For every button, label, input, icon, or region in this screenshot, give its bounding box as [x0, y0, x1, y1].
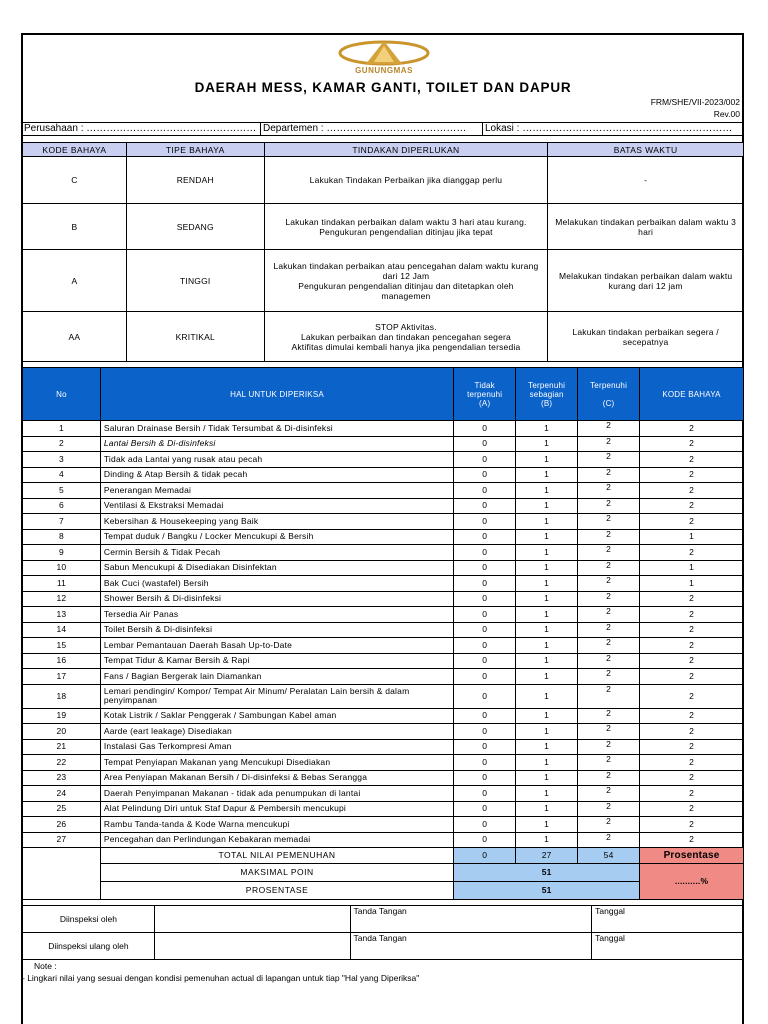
item-text: Lembar Pemantauan Daerah Basah Up-to-Date: [100, 638, 453, 654]
score-b[interactable]: 1: [516, 801, 578, 817]
hazard-deadline-line: Melakukan tindakan perbaikan dalam waktu 3 hari: [555, 216, 737, 237]
header-c-line: Terpenuhi: [590, 380, 628, 390]
hazard-code: C: [23, 157, 127, 204]
hazard-action-line: Lakukan Tindakan Perbaikan jika dianggap perlu: [309, 175, 503, 185]
score-c[interactable]: 2: [578, 786, 640, 802]
score-b[interactable]: 1: [516, 653, 578, 669]
header-tipe-bahaya: TIPE BAHAYA: [126, 143, 264, 157]
checklist-row: [23, 653, 744, 669]
hazard-code: 1: [640, 576, 744, 592]
header-batas-waktu: BATAS WAKTU: [548, 143, 744, 157]
hazard-code: 2: [640, 436, 744, 452]
total-c: 54: [578, 848, 640, 864]
hazard-deadline-line: Lakukan tindakan perbaikan segera / secepatnya: [572, 326, 719, 347]
hazard-type: TINGGI: [126, 250, 264, 312]
checklist-row: [23, 421, 744, 437]
hazard-code: 2: [640, 483, 744, 499]
header-a-line: terpenuhi: [467, 389, 503, 399]
score-c[interactable]: 2: [578, 801, 640, 817]
item-no: 23: [23, 770, 101, 786]
hazard-action-line: Lakukan tindakan perbaikan atau pencegahan dalam waktu kurang dari 12 Jam: [273, 260, 539, 281]
score-b[interactable]: 1: [516, 755, 578, 771]
hazard-code: 2: [640, 832, 744, 848]
notes-title: Note :: [34, 961, 57, 971]
item-no: 26: [23, 817, 101, 833]
item-no: 2: [23, 436, 101, 452]
total-row: [23, 848, 744, 864]
score-a[interactable]: 0: [454, 755, 516, 771]
hazard-deadline-line: -: [644, 175, 648, 185]
score-b[interactable]: 1: [516, 467, 578, 483]
item-no: 4: [23, 467, 101, 483]
item-no: 13: [23, 607, 101, 623]
item-text: Fans / Bagian Bergerak lain Diamankan: [100, 669, 453, 685]
checklist-row: [23, 755, 744, 771]
score-a[interactable]: 0: [454, 653, 516, 669]
score-c[interactable]: 2: [578, 436, 640, 452]
hazard-code: 2: [640, 684, 744, 708]
item-text: Alat Pelindung Diri untuk Staf Dapur & Pembersih mencukupi: [100, 801, 453, 817]
score-c[interactable]: 2: [578, 817, 640, 833]
checklist-row: [23, 708, 744, 724]
checklist-row: [23, 467, 744, 483]
score-b[interactable]: 1: [516, 421, 578, 437]
hazard-type: KRITIKAL: [126, 312, 264, 362]
score-b[interactable]: 1: [516, 591, 578, 607]
score-a[interactable]: 0: [454, 483, 516, 499]
notes-line: - Lingkari nilai yang sesuai dengan kondisi pemenuhan actual di lapangan untuk tiap "Hal yang Diperiksa": [22, 973, 420, 983]
checklist-row: [23, 545, 744, 561]
header-b-line: sebagian: [529, 389, 564, 399]
info-row: [22, 122, 744, 136]
header-item: HAL UNTUK DIPERIKSA: [100, 368, 453, 421]
item-text: Area Penyiapan Makanan Bersih / Di-disinfeksi & Bebas Serangga: [100, 770, 453, 786]
item-text: Lantai Bersih & Di-disinfeksi: [100, 436, 453, 452]
score-c[interactable]: 2: [578, 452, 640, 468]
score-c[interactable]: 2: [578, 576, 640, 592]
item-no: 5: [23, 483, 101, 499]
item-no: 22: [23, 755, 101, 771]
checklist-row: [23, 529, 744, 545]
company-field[interactable]: Perusahaan : ……………………………………………: [24, 123, 257, 134]
score-a[interactable]: 0: [454, 786, 516, 802]
score-a[interactable]: 0: [454, 739, 516, 755]
inspector-name-field[interactable]: [154, 906, 350, 933]
checklist-row: [23, 770, 744, 786]
hazard-deadline: [548, 157, 744, 204]
checklist-row: [23, 576, 744, 592]
item-text: Kotak Listrik / Saklar Penggerak / Sambungan Kabel aman: [100, 708, 453, 724]
checklist-row: [23, 832, 744, 848]
hazard-row: [23, 312, 744, 362]
item-text: Tempat duduk / Bangku / Locker Mencukupi & Bersih: [100, 529, 453, 545]
item-no: 10: [23, 560, 101, 576]
item-text: Daerah Penyimpanan Makanan - tidak ada penumpukan di lantai: [100, 786, 453, 802]
score-a[interactable]: 0: [454, 452, 516, 468]
hazard-type: RENDAH: [126, 157, 264, 204]
date-field[interactable]: [646, 906, 744, 933]
hazard-code: 2: [640, 708, 744, 724]
item-no: 8: [23, 529, 101, 545]
signature-label: Tanda Tangan: [350, 906, 426, 933]
score-a[interactable]: 0: [454, 498, 516, 514]
hazard-deadline: [548, 312, 744, 362]
score-a[interactable]: 0: [454, 801, 516, 817]
percent-label: PROSENTASE: [100, 881, 453, 899]
item-text: Lemari pendingin/ Kompor/ Tempat Air Minum/ Peralatan Lain bersih & dalam penyimpanan: [100, 684, 453, 708]
hazard-code: 1: [640, 529, 744, 545]
score-c[interactable]: 2: [578, 607, 640, 623]
header-c-line: (C): [602, 398, 615, 408]
hazard-code: 2: [640, 545, 744, 561]
score-c[interactable]: 2: [578, 638, 640, 654]
item-no: 21: [23, 739, 101, 755]
checklist-row: [23, 684, 744, 708]
reinspected-row: [23, 933, 744, 960]
hazard-code: 2: [640, 770, 744, 786]
hazard-action: [264, 204, 548, 250]
checklist-row: [23, 817, 744, 833]
score-b[interactable]: 1: [516, 545, 578, 561]
hazard-table-header: [23, 143, 744, 157]
logo-text: GUNUNGMAS: [355, 66, 413, 75]
score-c[interactable]: 2: [578, 770, 640, 786]
item-text: Tersedia Air Panas: [100, 607, 453, 623]
item-text: Bak Cuci (wastafel) Bersih: [100, 576, 453, 592]
score-b[interactable]: 1: [516, 560, 578, 576]
item-no: 18: [23, 684, 101, 708]
checklist-row: [23, 452, 744, 468]
item-text: Sabun Mencukupi & Disediakan Disinfektan: [100, 560, 453, 576]
score-a[interactable]: 0: [454, 607, 516, 623]
score-a[interactable]: 0: [454, 436, 516, 452]
score-a[interactable]: 0: [454, 560, 516, 576]
percent-result[interactable]: ..........%: [640, 863, 744, 899]
date-field[interactable]: [646, 933, 744, 960]
score-b[interactable]: 1: [516, 684, 578, 708]
hazard-action-line: Lakukan tindakan perbaikan dalam waktu 3 hari atau kurang.: [285, 216, 527, 227]
score-a[interactable]: 0: [454, 622, 516, 638]
item-no: 24: [23, 786, 101, 802]
hazard-type: SEDANG: [126, 204, 264, 250]
header-c: [578, 368, 640, 421]
total-b: 27: [516, 848, 578, 864]
score-c[interactable]: 2: [578, 669, 640, 685]
score-c[interactable]: 2: [578, 653, 640, 669]
score-c[interactable]: 2: [578, 514, 640, 530]
hazard-code: 2: [640, 514, 744, 530]
header-c-spacer: [581, 390, 636, 399]
item-text: Shower Bersih & Di-disinfeksi: [100, 591, 453, 607]
score-a[interactable]: 0: [454, 724, 516, 740]
date-label: Tanggal: [592, 906, 646, 933]
hazard-row: [23, 157, 744, 204]
hazard-code-table: [22, 142, 744, 362]
item-text: Penerangan Memadai: [100, 483, 453, 499]
checklist-row: [23, 724, 744, 740]
hazard-code: 2: [640, 817, 744, 833]
hazard-action: [264, 250, 548, 312]
hazard-deadline: [548, 250, 744, 312]
score-c[interactable]: 2: [578, 467, 640, 483]
hazard-row: [23, 250, 744, 312]
header-b-line: (B): [541, 398, 553, 408]
score-a[interactable]: 0: [454, 576, 516, 592]
item-text: Tempat Tidur & Kamar Bersih & Rapi: [100, 653, 453, 669]
hazard-code: AA: [23, 312, 127, 362]
score-a[interactable]: 0: [454, 832, 516, 848]
hazard-code: 2: [640, 801, 744, 817]
score-c[interactable]: 2: [578, 483, 640, 499]
score-c[interactable]: 2: [578, 739, 640, 755]
item-no: 15: [23, 638, 101, 654]
item-no: 25: [23, 801, 101, 817]
hazard-code: 2: [640, 467, 744, 483]
signature-label: Tanda Tangan: [350, 933, 426, 960]
header-no: No: [23, 368, 101, 421]
hazard-action-line: Pengukuran pengendalian ditinjau jika tepat: [319, 226, 493, 237]
score-b[interactable]: 1: [516, 607, 578, 623]
document-title: DAERAH MESS, KAMAR GANTI, TOILET DAN DAPUR: [194, 80, 572, 95]
score-a[interactable]: 0: [454, 684, 516, 708]
hazard-code: 2: [640, 421, 744, 437]
hazard-code: 2: [640, 452, 744, 468]
checklist-row: [23, 560, 744, 576]
item-no: 3: [23, 452, 101, 468]
item-text: Toilet Bersih & Di-disinfeksi: [100, 622, 453, 638]
score-c[interactable]: 2: [578, 560, 640, 576]
header-b-line: Terpenuhi: [528, 380, 566, 390]
hazard-code: 2: [640, 607, 744, 623]
location-field[interactable]: Lokasi : ………………………………………………………: [482, 123, 732, 135]
checklist-row: [23, 498, 744, 514]
max-value: 51: [454, 863, 640, 881]
score-b[interactable]: 1: [516, 514, 578, 530]
score-a[interactable]: 0: [454, 638, 516, 654]
item-no: 9: [23, 545, 101, 561]
item-text: Kebersihan & Housekeeping yang Baik: [100, 514, 453, 530]
score-a[interactable]: 0: [454, 545, 516, 561]
percent-value: 51: [454, 881, 640, 899]
item-no: 6: [23, 498, 101, 514]
blank-cell: [23, 881, 101, 899]
hazard-code: 2: [640, 724, 744, 740]
score-a[interactable]: 0: [454, 514, 516, 530]
hazard-deadline: [548, 204, 744, 250]
item-text: Pencegahan dan Perlindungan Kebakaran memadai: [100, 832, 453, 848]
checklist-header: [23, 368, 744, 421]
max-label: MAKSIMAL POIN: [100, 863, 453, 881]
item-no: 19: [23, 708, 101, 724]
checklist-row: [23, 739, 744, 755]
score-b[interactable]: 1: [516, 436, 578, 452]
hazard-code: 2: [640, 755, 744, 771]
score-b[interactable]: 1: [516, 786, 578, 802]
item-text: Ventilasi & Ekstraksi Memadai: [100, 498, 453, 514]
hazard-action: [264, 157, 548, 204]
score-b[interactable]: 1: [516, 669, 578, 685]
score-b[interactable]: 1: [516, 498, 578, 514]
signature-field[interactable]: [426, 906, 592, 933]
score-b[interactable]: 1: [516, 638, 578, 654]
header-a-line: Tidak: [474, 380, 495, 390]
item-no: 7: [23, 514, 101, 530]
checklist-row: [23, 669, 744, 685]
hazard-deadline-line: Melakukan tindakan perbaikan dalam waktu kurang dari 12 jam: [558, 270, 733, 291]
hazard-code: 2: [640, 786, 744, 802]
score-b[interactable]: 1: [516, 770, 578, 786]
score-b[interactable]: 1: [516, 832, 578, 848]
score-b[interactable]: 1: [516, 739, 578, 755]
prosentase-header: Prosentase: [640, 848, 744, 864]
hazard-code: 2: [640, 498, 744, 514]
max-row: [23, 863, 744, 881]
item-no: 12: [23, 591, 101, 607]
item-text: Saluran Drainase Bersih / Tidak Tersumbat & Di-disinfeksi: [100, 421, 453, 437]
item-text: Tidak ada Lantai yang rusak atau pecah: [100, 452, 453, 468]
score-b[interactable]: 1: [516, 724, 578, 740]
reinspected-by-label: Diinspeksi ulang oleh: [23, 933, 155, 960]
score-b[interactable]: 1: [516, 483, 578, 499]
signature-field[interactable]: [426, 933, 592, 960]
header-tindakan: TINDAKAN DIPERLUKAN: [264, 143, 548, 157]
revision: Rev.00: [713, 109, 740, 119]
checklist-row: [23, 607, 744, 623]
company-logo: [336, 40, 432, 80]
department-field[interactable]: Departemen : ……………………………………: [260, 123, 466, 135]
item-no: 1: [23, 421, 101, 437]
score-c[interactable]: 2: [578, 545, 640, 561]
score-b[interactable]: 1: [516, 452, 578, 468]
score-c[interactable]: 2: [578, 724, 640, 740]
hazard-action-line: STOP Aktivitas.: [375, 321, 437, 332]
total-label: TOTAL NILAI PEMENUHAN: [100, 848, 453, 864]
hazard-code: 2: [640, 638, 744, 654]
hazard-code: 2: [640, 591, 744, 607]
item-text: Instalasi Gas Terkompresi Aman: [100, 739, 453, 755]
form-code-block: [651, 96, 740, 120]
score-a[interactable]: 0: [454, 770, 516, 786]
hazard-code: 2: [640, 669, 744, 685]
score-c[interactable]: 2: [578, 591, 640, 607]
header-kode: KODE BAHAYA: [640, 368, 744, 421]
blank-cell: [23, 863, 101, 881]
score-a[interactable]: 0: [454, 817, 516, 833]
hazard-code: 1: [640, 560, 744, 576]
score-b[interactable]: 1: [516, 576, 578, 592]
item-no: 14: [23, 622, 101, 638]
item-no: 11: [23, 576, 101, 592]
hazard-code: 2: [640, 653, 744, 669]
score-a[interactable]: 0: [454, 529, 516, 545]
checklist-row: [23, 786, 744, 802]
item-text: Rambu Tanda-tanda & Kode Warna mencukupi: [100, 817, 453, 833]
hazard-code: 2: [640, 622, 744, 638]
item-no: 17: [23, 669, 101, 685]
total-a: 0: [454, 848, 516, 864]
item-no: 20: [23, 724, 101, 740]
inspected-by-label: Diinspeksi oleh: [23, 906, 155, 933]
score-a[interactable]: 0: [454, 591, 516, 607]
score-b[interactable]: 1: [516, 817, 578, 833]
item-text: Aarde (eart leakage) Disediakan: [100, 724, 453, 740]
score-b[interactable]: 1: [516, 529, 578, 545]
score-c[interactable]: 2: [578, 684, 640, 708]
header-kode-bahaya: KODE BAHAYA: [23, 143, 127, 157]
blank-cell: [23, 848, 101, 864]
checklist-table: [22, 367, 744, 900]
hazard-action-line: Aktifitas dimulai kembali hanya jika pengendalian tersedia: [291, 341, 521, 352]
score-a[interactable]: 0: [454, 708, 516, 724]
header-a-line: (A): [479, 398, 491, 408]
item-no: 16: [23, 653, 101, 669]
date-label: Tanggal: [592, 933, 646, 960]
score-c[interactable]: 2: [578, 832, 640, 848]
header-a: [454, 368, 516, 421]
signature-table: [22, 905, 744, 960]
logo-mountain-icon: [336, 40, 432, 68]
form-code: FRM/SHE/VII-2023/002: [650, 97, 740, 107]
reinspector-name-field[interactable]: [154, 933, 350, 960]
inspected-row: [23, 906, 744, 933]
score-c[interactable]: 2: [578, 498, 640, 514]
checklist-row: [23, 638, 744, 654]
score-c[interactable]: 2: [578, 622, 640, 638]
hazard-action: [264, 312, 548, 362]
hazard-code: B: [23, 204, 127, 250]
checklist-body: [23, 421, 744, 848]
score-a[interactable]: 0: [454, 669, 516, 685]
percent-row: [23, 881, 744, 899]
item-text: Cermin Bersih & Tidak Pecah: [100, 545, 453, 561]
checklist-row: [23, 514, 744, 530]
score-a[interactable]: 0: [454, 421, 516, 437]
item-no: 27: [23, 832, 101, 848]
hazard-row: [23, 204, 744, 250]
hazard-action-line: Pengukuran pengendalian ditinjau dan ditetapkan oleh managemen: [298, 280, 514, 301]
score-c[interactable]: 2: [578, 529, 640, 545]
score-c[interactable]: 2: [578, 421, 640, 437]
item-text: Tempat Penyiapan Makanan yang Mencukupi Disediakan: [100, 755, 453, 771]
hazard-code: 2: [640, 739, 744, 755]
item-text: Dinding & Atap Bersih & tidak pecah: [100, 467, 453, 483]
checklist-row: [23, 483, 744, 499]
score-c[interactable]: 2: [578, 708, 640, 724]
score-b[interactable]: 1: [516, 622, 578, 638]
header-b: [516, 368, 578, 421]
notes: [22, 960, 744, 984]
hazard-action-line: Lakukan perbaikan dan tindakan pencegahan segera: [300, 331, 511, 342]
checklist-row: [23, 622, 744, 638]
checklist-row: [23, 591, 744, 607]
score-b[interactable]: 1: [516, 708, 578, 724]
score-c[interactable]: 2: [578, 755, 640, 771]
score-a[interactable]: 0: [454, 467, 516, 483]
checklist-row: [23, 436, 744, 452]
checklist-row: [23, 801, 744, 817]
hazard-code: A: [23, 250, 127, 312]
